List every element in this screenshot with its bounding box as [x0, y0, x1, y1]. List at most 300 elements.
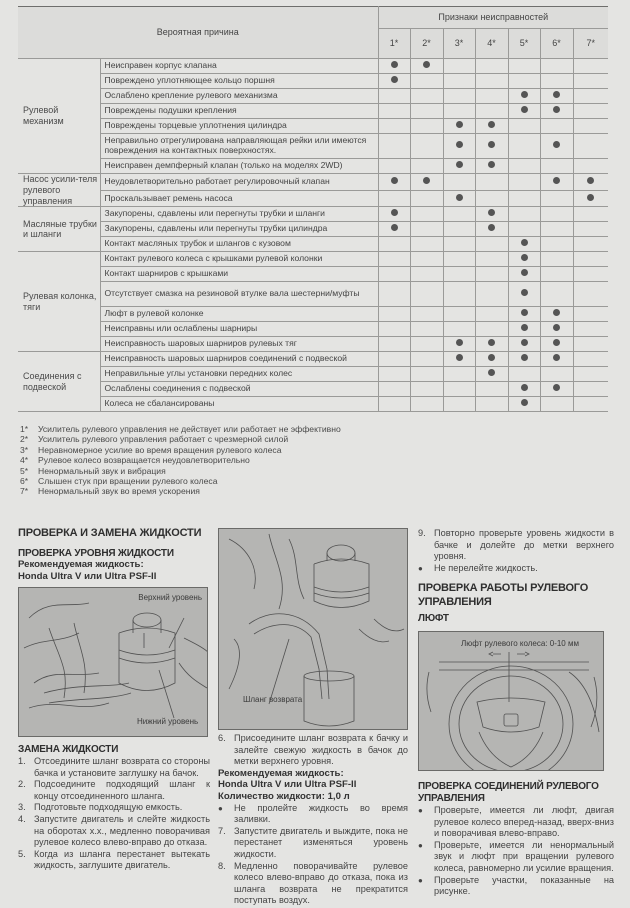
cause-cell: Неправильные углы установки передних колес: [100, 367, 378, 382]
symptom-cell-5: [508, 267, 540, 282]
dot-marker-icon: [553, 339, 560, 346]
footnote-item: [20, 424, 400, 434]
dot-marker-icon: [521, 239, 528, 246]
cause-cell: Повреждены подушки крепления: [100, 104, 378, 119]
symptom-cell-5: [508, 104, 540, 119]
footnote-number: 6*: [20, 476, 29, 487]
list-item: ● Проверьте, имеется ли ненормальный звук и люфт при вращении рулевого колеса, равномерно ли усилие вращения.: [418, 840, 614, 875]
bullet-icon: [418, 875, 434, 898]
list-item: 2. Подсоедините подходящий шланг к концу отсоединенного шланга.: [18, 779, 210, 801]
symptom-cell-2: [410, 222, 443, 237]
symptom-cell-2: [410, 134, 443, 159]
cause-cell: Повреждены торцевые уплотнения цилиндра: [100, 119, 378, 134]
symptom-cell-6: [540, 382, 573, 397]
symptom-cell-3: [443, 89, 475, 104]
header-symptom-2: 2*: [410, 29, 443, 59]
symptom-cell-6: [540, 134, 573, 159]
symptom-cell-1: [378, 367, 410, 382]
symptom-cell-4: [475, 207, 508, 222]
symptom-cell-1: [378, 237, 410, 252]
symptom-cell-1: [378, 282, 410, 307]
recommended-fluid-label-2: Рекомендуемая жидкость:: [218, 767, 344, 779]
footnote-text: Рулевое колесо возвращается неудовлетворительно: [38, 455, 250, 466]
bullet-icon: [218, 803, 234, 826]
symptom-cell-1: [378, 134, 410, 159]
bullet-icon: [418, 805, 434, 840]
cause-cell: Колеса не сбалансированы: [100, 397, 378, 412]
table-row: [18, 337, 608, 352]
dot-marker-icon: [391, 209, 398, 216]
cause-cell: Контакт шарниров с крышками: [100, 267, 378, 282]
symptom-cell-1: [378, 89, 410, 104]
connections-check-list: [418, 805, 614, 898]
group-label: Насос усили-теля рулевого управления: [18, 174, 100, 207]
footnote-text: Слышен стук при вращении рулевого колеса: [38, 476, 218, 487]
dot-marker-icon: [391, 224, 398, 231]
symptom-cell-7: [573, 397, 608, 412]
symptom-cell-4: [475, 267, 508, 282]
steering-wheel-drawing-icon: [419, 632, 604, 771]
cause-cell: Люфт в рулевой колонке: [100, 307, 378, 322]
recommended-fluid-label: Рекомендуемая жидкость:: [18, 559, 144, 571]
symptom-cell-7: [573, 322, 608, 337]
symptom-cell-4: [475, 119, 508, 134]
dot-marker-icon: [391, 76, 398, 83]
footnote-text: Ненормальный звук и вибрация: [38, 465, 166, 476]
dot-marker-icon: [587, 177, 594, 184]
table-row: [18, 352, 608, 367]
symptom-cell-7: [573, 159, 608, 174]
dot-marker-icon: [521, 254, 528, 261]
symptom-cell-3: [443, 337, 475, 352]
symptom-cell-4: [475, 282, 508, 307]
symptom-cell-2: [410, 282, 443, 307]
footnote-number: 1*: [20, 424, 29, 434]
symptom-cell-4: [475, 382, 508, 397]
symptom-cell-4: [475, 159, 508, 174]
symptom-cell-6: [540, 104, 573, 119]
dot-marker-icon: [521, 106, 528, 113]
cause-cell: Неисправность шаровых шарниров рулевых тяг: [100, 337, 378, 352]
dot-marker-icon: [488, 121, 495, 128]
step-6: [218, 733, 408, 768]
symptom-cell-7: [573, 174, 608, 191]
symptom-cell-3: [443, 134, 475, 159]
dot-marker-icon: [391, 61, 398, 68]
symptom-cell-5: [508, 367, 540, 382]
group-label: Масляные трубки и шланги: [18, 207, 100, 252]
symptom-cell-3: [443, 382, 475, 397]
footnote-text: Усилитель рулевого управления не действует или работает не эффективно: [38, 424, 341, 434]
table-row: [18, 159, 608, 174]
symptom-cell-5: [508, 337, 540, 352]
symptom-cell-2: [410, 307, 443, 322]
dot-marker-icon: [553, 354, 560, 361]
cause-cell: Неправильно отрегулирована направляющая рейки или имеются повреждения на контактных поверхностях.: [100, 134, 378, 159]
symptom-cell-6: [540, 159, 573, 174]
subsection-title-play: ЛЮФТ: [418, 613, 449, 625]
symptom-cell-1: [378, 119, 410, 134]
dot-marker-icon: [553, 309, 560, 316]
table-row: [18, 382, 608, 397]
dot-marker-icon: [456, 339, 463, 346]
symptom-cell-3: [443, 119, 475, 134]
symptom-cell-5: [508, 190, 540, 207]
symptom-cell-4: [475, 89, 508, 104]
symptom-cell-1: [378, 59, 410, 74]
column-fluid-check: [18, 528, 210, 872]
cause-cell: Ослаблены соединения с подвеской: [100, 382, 378, 397]
symptom-cell-5: [508, 352, 540, 367]
symptom-cell-4: [475, 237, 508, 252]
cause-cell: Неисправны или ослаблены шарниры: [100, 322, 378, 337]
symptom-cell-6: [540, 282, 573, 307]
list-item: ● Проверьте участки, показанные на рисунке.: [418, 875, 614, 898]
header-symptoms: Признаки неисправностей: [378, 7, 608, 29]
symptom-cell-7: [573, 307, 608, 322]
dot-marker-icon: [423, 177, 430, 184]
symptom-cell-6: [540, 352, 573, 367]
symptom-cell-2: [410, 237, 443, 252]
dot-marker-icon: [553, 384, 560, 391]
symptom-cell-4: [475, 397, 508, 412]
symptom-cell-5: [508, 174, 540, 191]
symptom-cell-5: [508, 252, 540, 267]
table-row: [18, 222, 608, 237]
note-no-overfill: [418, 563, 614, 575]
symptom-cell-2: [410, 104, 443, 119]
symptom-cell-1: [378, 397, 410, 412]
cause-cell: Контакт масляных трубок и шлангов с кузовом: [100, 237, 378, 252]
cause-cell: Неисправен демпферный клапан (только на моделях 2WD): [100, 159, 378, 174]
symptom-cell-3: [443, 190, 475, 207]
footnote-item: [20, 434, 400, 444]
symptom-cell-4: [475, 59, 508, 74]
table-row: [18, 282, 608, 307]
footnote-item: [20, 486, 400, 496]
figure-steering-wheel-play: [418, 631, 604, 771]
symptom-cell-2: [410, 322, 443, 337]
group-label: Рулевой механизм: [18, 59, 100, 174]
cause-cell: Повреждено уплотняющее кольцо поршня: [100, 74, 378, 89]
dot-marker-icon: [553, 91, 560, 98]
table-row: [18, 267, 608, 282]
footnote-number: 5*: [20, 465, 29, 476]
symptom-cell-7: [573, 382, 608, 397]
symptom-cell-3: [443, 59, 475, 74]
symptom-cell-2: [410, 74, 443, 89]
symptom-cell-1: [378, 307, 410, 322]
symptom-cell-6: [540, 174, 573, 191]
symptom-cell-7: [573, 222, 608, 237]
table-row: [18, 119, 608, 134]
subsection-title-level: ПРОВЕРКА УРОВНЯ ЖИДКОСТИ: [18, 547, 174, 559]
cause-cell: Отсутствует смазка на резиновой втулке вала шестерни/муфты: [100, 282, 378, 307]
step-9: [418, 528, 614, 563]
symptom-cell-7: [573, 282, 608, 307]
header-symptom-6: 6*: [540, 29, 573, 59]
symptom-cell-2: [410, 159, 443, 174]
dot-marker-icon: [488, 209, 495, 216]
symptom-cell-3: [443, 352, 475, 367]
symptom-cell-6: [540, 74, 573, 89]
symptom-cell-2: [410, 190, 443, 207]
symptom-cell-6: [540, 397, 573, 412]
symptom-cell-2: [410, 382, 443, 397]
group-label: Рулевая колонка, тяги: [18, 252, 100, 352]
header-symptom-3: 3*: [443, 29, 475, 59]
symptom-cell-4: [475, 352, 508, 367]
symptom-cell-1: [378, 74, 410, 89]
table-row: [18, 134, 608, 159]
symptom-cell-4: [475, 222, 508, 237]
cause-cell: Закупорены, сдавлены или перегнуты трубки и шланги: [100, 207, 378, 222]
symptom-cell-5: [508, 282, 540, 307]
list-item: 6. Присоедините шланг возврата к бачку и залейте свежую жидкость в бачок до метки верхнего уровня.: [218, 733, 408, 767]
symptom-cell-2: [410, 89, 443, 104]
symptom-cell-7: [573, 352, 608, 367]
dot-marker-icon: [553, 141, 560, 148]
symptom-cell-4: [475, 367, 508, 382]
dot-marker-icon: [456, 194, 463, 201]
dot-marker-icon: [521, 399, 528, 406]
symptom-cell-2: [410, 59, 443, 74]
footnotes: [20, 424, 400, 497]
symptom-cell-6: [540, 367, 573, 382]
symptom-cell-4: [475, 74, 508, 89]
symptom-cell-6: [540, 322, 573, 337]
figure-reservoir-levels: [18, 587, 208, 737]
symptom-cell-5: [508, 207, 540, 222]
cause-cell: Проскальзывает ремень насоса: [100, 190, 378, 207]
symptom-cell-7: [573, 74, 608, 89]
symptom-cell-3: [443, 367, 475, 382]
symptom-cell-4: [475, 190, 508, 207]
symptom-cell-5: [508, 74, 540, 89]
symptom-cell-5: [508, 307, 540, 322]
symptom-cell-5: [508, 397, 540, 412]
symptom-cell-2: [410, 119, 443, 134]
dot-marker-icon: [488, 141, 495, 148]
table-row: [18, 252, 608, 267]
cause-cell: Закупорены, сдавлены или перегнуты трубки цилиндра: [100, 222, 378, 237]
symptom-cell-1: [378, 252, 410, 267]
symptom-cell-1: [378, 222, 410, 237]
dot-marker-icon: [488, 224, 495, 231]
symptom-cell-2: [410, 337, 443, 352]
table-row: [18, 237, 608, 252]
dot-marker-icon: [521, 289, 528, 296]
footnote-item: [20, 445, 400, 455]
list-item: 5. Когда из шланга перестанет вытекать жидкость, заглушите двигатель.: [18, 848, 210, 871]
symptom-cell-5: [508, 119, 540, 134]
upper-level-label: Верхний уровень: [138, 593, 202, 603]
bullet-icon: [418, 840, 434, 875]
dot-marker-icon: [521, 339, 528, 346]
table-row: [18, 59, 608, 74]
symptom-cell-1: [378, 207, 410, 222]
list-item: 3. Подготовьте подходящую емкость.: [18, 802, 183, 813]
section-title-steering: ПРОВЕРКА РАБОТЫ РУЛЕВОГО УПРАВЛЕНИЯ: [418, 582, 589, 609]
symptom-cell-7: [573, 89, 608, 104]
replace-steps-list: [18, 756, 210, 872]
footnote-number: 7*: [20, 486, 29, 497]
group-label: Соединения с подвеской: [18, 352, 100, 412]
symptom-cell-7: [573, 104, 608, 119]
symptom-cell-6: [540, 190, 573, 207]
symptom-cell-4: [475, 307, 508, 322]
symptom-cell-4: [475, 174, 508, 191]
symptom-cell-1: [378, 337, 410, 352]
footnote-item: [20, 455, 400, 465]
diagnostic-table: [18, 6, 608, 412]
symptom-cell-2: [410, 367, 443, 382]
symptom-cell-7: [573, 59, 608, 74]
symptom-cell-6: [540, 59, 573, 74]
symptom-cell-6: [540, 222, 573, 237]
dot-marker-icon: [521, 309, 528, 316]
dot-marker-icon: [521, 91, 528, 98]
symptom-cell-5: [508, 89, 540, 104]
header-symptom-4: 4*: [475, 29, 508, 59]
dot-marker-icon: [553, 106, 560, 113]
table-row: [18, 104, 608, 119]
dot-marker-icon: [521, 324, 528, 331]
cause-cell: Неудовлетворительно работает регулировочный клапан: [100, 174, 378, 191]
dot-marker-icon: [553, 324, 560, 331]
symptom-cell-3: [443, 222, 475, 237]
list-item: ● Проверьте, имеется ли люфт, двигая рулевое колесо вперед-назад, вверх-вниз и поворачивая влево-вправо.: [418, 805, 614, 840]
column-fluid-replace: [218, 528, 408, 907]
fluid-quantity: Количество жидкости: 1,0 л: [218, 790, 350, 802]
table-row: [18, 397, 608, 412]
dot-marker-icon: [488, 161, 495, 168]
list-item: ● Не пролейте жидкость во время заливки.: [218, 803, 408, 826]
symptom-cell-5: [508, 222, 540, 237]
symptom-cell-6: [540, 89, 573, 104]
symptom-cell-3: [443, 307, 475, 322]
symptom-cell-3: [443, 104, 475, 119]
symptom-cell-7: [573, 367, 608, 382]
symptom-cell-2: [410, 207, 443, 222]
symptom-cell-6: [540, 267, 573, 282]
symptom-cell-5: [508, 322, 540, 337]
cause-cell: Ослаблено крепление рулевого механизма: [100, 89, 378, 104]
footnote-item: [20, 466, 400, 476]
wheel-play-label: Люфт рулевого колеса: 0-10 мм: [461, 638, 579, 648]
symptom-cell-2: [410, 397, 443, 412]
symptom-cell-1: [378, 382, 410, 397]
dot-marker-icon: [456, 161, 463, 168]
symptom-cell-2: [410, 352, 443, 367]
return-hose-label: Шланг возврата: [243, 695, 303, 704]
list-item: 4. Запустите двигатель и слейте жидкость на оборотах х.х., медленно поворачивая рулевое колесо влево-вправо до отказа.: [18, 813, 210, 848]
header-symptom-7: 7*: [573, 29, 608, 59]
symptom-cell-4: [475, 252, 508, 267]
symptom-cell-3: [443, 397, 475, 412]
section-title-fluid: ПРОВЕРКА И ЗАМЕНА ЖИДКОСТИ: [18, 527, 202, 539]
subsection-title-connections: ПРОВЕРКА СОЕДИНЕНИЙ РУЛЕВОГО УПРАВЛЕНИЯ: [418, 780, 599, 804]
header-symptom-5: 5*: [508, 29, 540, 59]
symptom-cell-3: [443, 174, 475, 191]
symptom-cell-1: [378, 267, 410, 282]
symptom-cell-3: [443, 237, 475, 252]
table-row: [18, 89, 608, 104]
symptom-cell-1: [378, 322, 410, 337]
subsection-title-replace: ЗАМЕНА ЖИДКОСТИ: [18, 744, 119, 756]
symptom-cell-2: [410, 267, 443, 282]
symptom-cell-7: [573, 134, 608, 159]
footnote-text: Ненормальный звук во время ускорения: [38, 486, 200, 497]
table-row: [18, 322, 608, 337]
symptom-cell-7: [573, 190, 608, 207]
symptom-cell-5: [508, 134, 540, 159]
symptom-cell-2: [410, 252, 443, 267]
footnote-number: 3*: [20, 444, 29, 455]
list-item: ● Не перелейте жидкость.: [418, 563, 614, 575]
symptom-cell-1: [378, 352, 410, 367]
symptom-cell-3: [443, 267, 475, 282]
symptom-cell-6: [540, 307, 573, 322]
dot-marker-icon: [456, 121, 463, 128]
column-steering-check: [418, 528, 614, 898]
symptom-cell-1: [378, 159, 410, 174]
footnote-text: Усилитель рулевого управления работает с чрезмерной силой: [38, 434, 289, 445]
replace-steps-list-2: [218, 826, 408, 907]
symptom-cell-5: [508, 237, 540, 252]
symptom-cell-6: [540, 252, 573, 267]
symptom-cell-5: [508, 59, 540, 74]
symptom-cell-5: [508, 159, 540, 174]
footnote-number: 4*: [20, 455, 29, 466]
symptom-cell-3: [443, 207, 475, 222]
cause-cell: Неисправность шаровых шарниров соединений с подвеской: [100, 352, 378, 367]
footnote-text: Неравномерное усилие во время вращения рулевого колеса: [38, 444, 282, 455]
symptom-cell-2: [410, 174, 443, 191]
dot-marker-icon: [488, 339, 495, 346]
list-item: 1. Отсоедините шланг возврата со стороны бачка и установите заглушку на бачок.: [18, 755, 210, 778]
symptom-cell-3: [443, 322, 475, 337]
note-no-spill: [218, 803, 408, 826]
symptom-cell-7: [573, 119, 608, 134]
dot-marker-icon: [391, 177, 398, 184]
symptom-cell-4: [475, 134, 508, 159]
symptom-cell-6: [540, 237, 573, 252]
cause-cell: Контакт рулевого колеса с крышками рулевой колонки: [100, 252, 378, 267]
dot-marker-icon: [456, 141, 463, 148]
dot-marker-icon: [521, 269, 528, 276]
table-row: [18, 74, 608, 89]
symptom-cell-4: [475, 104, 508, 119]
symptom-cell-7: [573, 337, 608, 352]
list-item: 8. Медленно поворачивайте рулевое колесо влево-вправо до отказа, пока из шланга возврата не прекратится поступать воздух.: [218, 860, 408, 906]
dot-marker-icon: [423, 61, 430, 68]
lower-level-label: Нижний уровень: [137, 717, 199, 727]
symptom-cell-1: [378, 104, 410, 119]
symptom-cell-7: [573, 252, 608, 267]
header-probable-cause: Вероятная причина: [18, 7, 378, 59]
symptom-cell-7: [573, 207, 608, 222]
dot-marker-icon: [587, 194, 594, 201]
symptom-cell-6: [540, 207, 573, 222]
symptom-cell-6: [540, 337, 573, 352]
dot-marker-icon: [553, 177, 560, 184]
symptom-cell-7: [573, 267, 608, 282]
header-symptom-1: 1*: [378, 29, 410, 59]
footnote-item: [20, 476, 400, 486]
table-row: [18, 367, 608, 382]
symptom-cell-7: [573, 237, 608, 252]
